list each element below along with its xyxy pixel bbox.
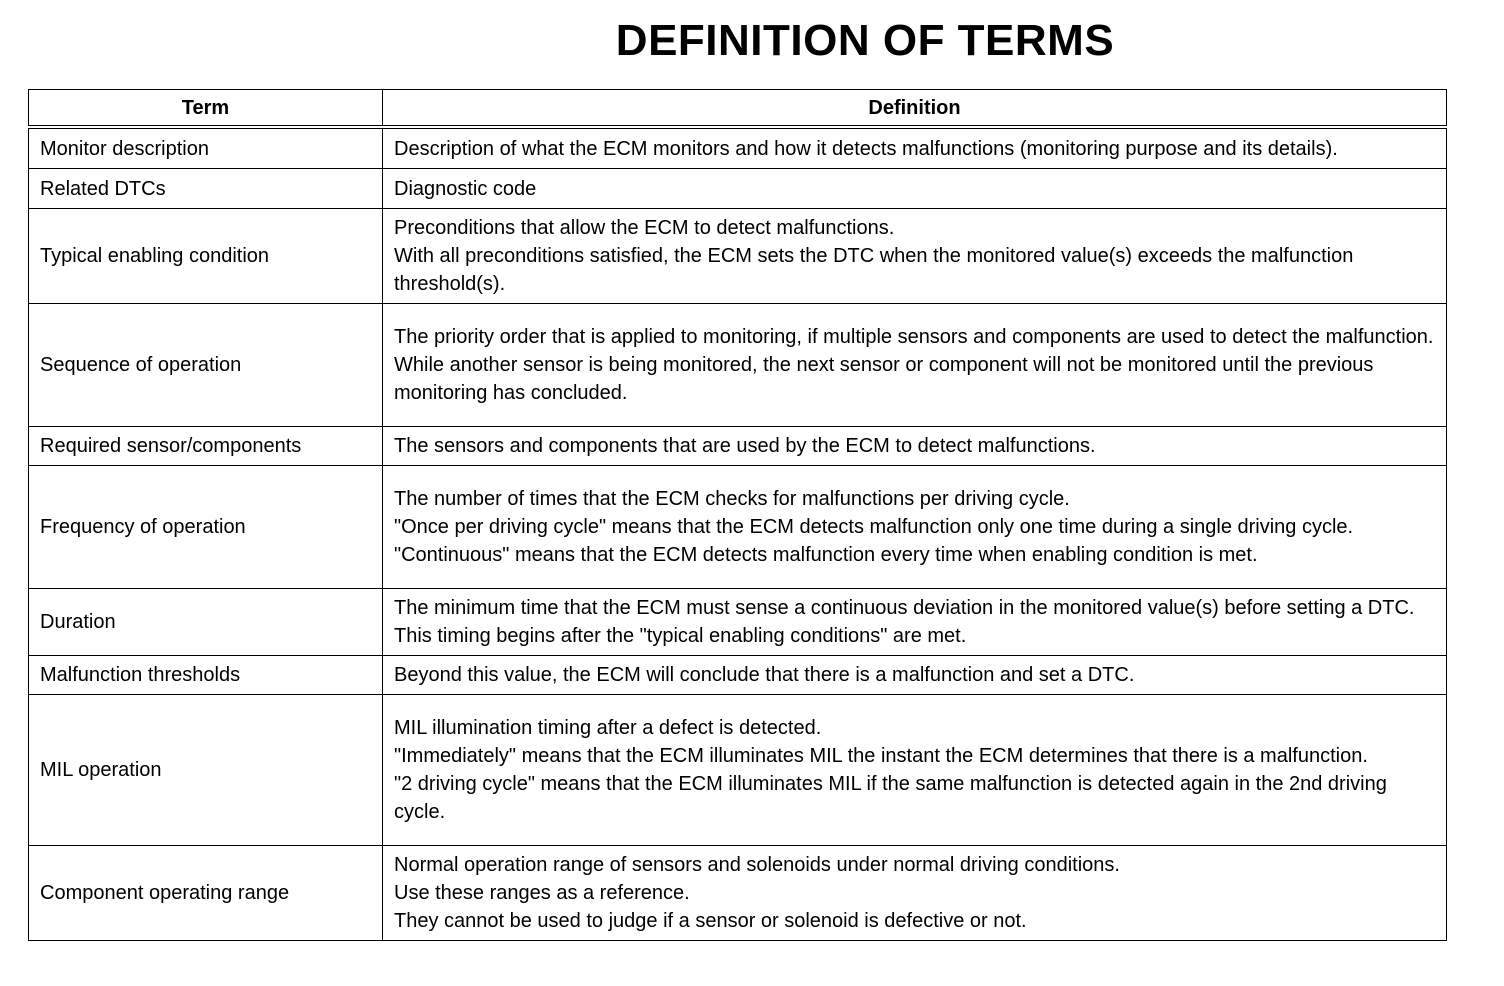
term-cell: Monitor description	[29, 127, 383, 169]
table-row	[29, 209, 1447, 304]
definition-cell	[383, 656, 1447, 695]
definition-cell	[383, 209, 1447, 304]
column-header-definition: Definition	[383, 90, 1447, 128]
table-header-row	[29, 90, 1447, 128]
table-row	[29, 427, 1447, 466]
term-cell: MIL operation	[29, 695, 383, 846]
definition-line: "2 driving cycle" means that the ECM illuminates MIL if the same malfunction is detected again in the 2nd driving cycle.	[394, 773, 1387, 823]
definition-cell	[383, 846, 1447, 941]
definition-line: "Immediately" means that the ECM illuminates MIL the instant the ECM determines that there is a malfunction.	[394, 745, 1368, 767]
definition-line: Beyond this value, the ECM will conclude that there is a malfunction and set a DTC.	[394, 664, 1135, 686]
definition-line: Use these ranges as a reference.	[394, 882, 690, 904]
page-title: DEFINITION OF TERMS	[615, 16, 1115, 65]
term-cell: Component operating range	[29, 846, 383, 941]
term-cell: Duration	[29, 589, 383, 656]
definition-line: The priority order that is applied to monitoring, if multiple sensors and components are used to detect the malfunction.	[394, 326, 1434, 348]
definition-line: Description of what the ECM monitors and how it detects malfunctions (monitoring purpose and its details).	[394, 137, 1338, 160]
definition-cell	[383, 127, 1447, 169]
definition-line: The minimum time that the ECM must sense a continuous deviation in the monitored value(s) before setting a DTC. This timing begins after the "typical enabling conditions" are met.	[394, 597, 1415, 647]
table-row	[29, 656, 1447, 695]
definition-cell	[383, 695, 1447, 846]
term-cell: Related DTCs	[29, 169, 383, 209]
definition-cell	[383, 169, 1447, 209]
definition-line: "Once per driving cycle" means that the ECM detects malfunction only one time during a single driving cycle.	[394, 516, 1354, 538]
definition-line: The number of times that the ECM checks for malfunctions per driving cycle.	[394, 488, 1070, 510]
term-cell: Required sensor/components	[29, 427, 383, 466]
table-row	[29, 169, 1447, 209]
table-row	[29, 466, 1447, 589]
definition-line: While another sensor is being monitored, the next sensor or component will not be monitored until the previous monitoring has concluded.	[394, 354, 1374, 404]
table-row	[29, 846, 1447, 941]
column-header-term: Term	[29, 90, 383, 128]
definition-line: Diagnostic code	[394, 177, 537, 200]
term-cell: Sequence of operation	[29, 304, 383, 427]
table-row	[29, 127, 1447, 169]
definition-line: The sensors and components that are used by the ECM to detect malfunctions.	[394, 435, 1096, 457]
term-cell: Frequency of operation	[29, 466, 383, 589]
definition-cell	[383, 304, 1447, 427]
definition-line: Preconditions that allow the ECM to detect malfunctions.	[394, 217, 895, 239]
term-cell: Typical enabling condition	[29, 209, 383, 304]
definition-line: With all preconditions satisfied, the ECM sets the DTC when the monitored value(s) exceeds the malfunction threshold(s).	[394, 245, 1354, 295]
table-row	[29, 589, 1447, 656]
term-cell: Malfunction thresholds	[29, 656, 383, 695]
definition-cell	[383, 466, 1447, 589]
definition-cell	[383, 589, 1447, 656]
definition-line: "Continuous" means that the ECM detects malfunction every time when enabling condition is met.	[394, 544, 1258, 566]
definition-line: MIL illumination timing after a defect is detected.	[394, 717, 822, 739]
table-row	[29, 695, 1447, 846]
definition-cell	[383, 427, 1447, 466]
definition-line: They cannot be used to judge if a sensor or solenoid is defective or not.	[394, 910, 1027, 932]
terms-table	[28, 89, 1447, 941]
table-row	[29, 304, 1447, 427]
definition-line: Normal operation range of sensors and solenoids under normal driving conditions.	[394, 854, 1120, 876]
